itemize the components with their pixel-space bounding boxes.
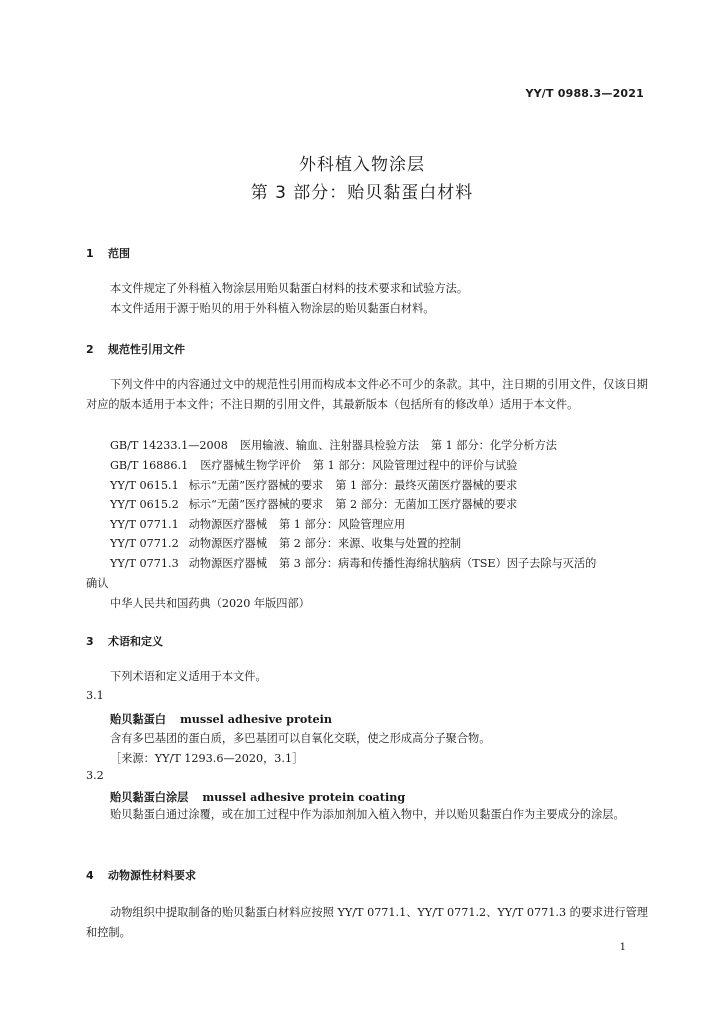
document-subtitle: 第 3 部分：贻贝黏蛋白材料 [250,183,474,203]
reference-part: 第 2 部分：无菌加工医疗器械的要求 [335,498,518,511]
section-1-heading [86,245,130,261]
section-2-heading [86,341,185,357]
section-number: 1 [86,247,94,260]
reference-code: YY/T 0615.2 [110,498,179,511]
reference-part: 第 2 部分：来源、收集与处置的控制 [279,537,462,550]
reference-title: 动物源医疗器械 [188,518,268,531]
term-english: mussel adhesive protein [179,712,333,726]
section-title: 术语和定义 [108,635,163,648]
paragraph: 下列术语和定义适用于本文件。 [110,670,267,683]
term-number: 3.2 [86,769,104,782]
reference-title: 标示“无菌”医疗器械的要求 [188,479,324,492]
term-chinese: 贻贝黏蛋白涂层 [110,790,189,804]
reference-item [110,535,461,551]
paragraph: 动物组织中提取制备的贻贝黏蛋白材料应按照 YY/T 0771.1、YY/T 0771.2、YY/T 0771.3 的要求进行管理和控制。 [86,906,648,939]
page-number: 1 [619,942,626,953]
section-number: 3 [86,635,94,648]
reference-title: 动物源医疗器械 [188,557,268,570]
term-definition: 含有多巴基团的蛋白质，多巴基团可以自氧化交联，使之形成高分子聚合物。 [110,732,491,745]
paragraph: 下列文件中的内容通过文中的规范性引用而构成本文件必不可少的条款。其中，注日期的引用文件，仅该日期对应的版本适用于本文件；不注日期的引用文件，其最新版本（包括所有的修改单）适用于本文件。 [86,378,648,411]
term-english: mussel adhesive protein coating [202,790,406,804]
reference-part: 第 1 部分：化学分析方法 [430,439,557,452]
term-entry [110,789,405,805]
reference-code: GB/T 14233.1—2008 [110,439,228,452]
reference-part: 第 1 部分：最终灭菌医疗器械的要求 [335,479,518,492]
section-title: 动物源性材料要求 [108,869,196,882]
standard-number: YY/T 0988.3—2021 [525,87,644,100]
section-3-heading [86,633,163,649]
paragraph: 本文件规定了外科植入物涂层用贻贝黏蛋白材料的技术要求和试验方法。 [110,282,469,295]
term-definition: 贻贝黏蛋白通过涂覆，或在加工过程中作为添加剂加入植入物中，并以贻贝黏蛋白作为主要成分的涂层。 [110,808,625,821]
reference-title: 标示“无菌”医疗器械的要求 [188,498,324,511]
reference-item [110,437,557,453]
reference-item [110,457,517,473]
reference-item [110,477,517,493]
document-title: 外科植入物涂层 [299,155,425,175]
reference-code: YY/T 0771.2 [110,537,179,550]
term-entry [110,711,332,727]
reference-title: 医疗器械生物学评价 [200,459,301,472]
reference-part: 第 1 部分：风险管理应用 [279,518,406,531]
section-number: 4 [86,869,94,882]
reference-code: YY/T 0771.3 [110,557,179,570]
section-title: 规范性引用文件 [108,343,185,356]
term-source: ［来源：YY/T 1293.6—2020，3.1］ [110,752,304,765]
reference-part: 第 3 部分：病毒和传播性海绵状脑病（TSE）因子去除与灭活的 [279,557,597,570]
reference-title: 动物源医疗器械 [188,537,268,550]
term-number: 3.1 [86,689,104,702]
reference-code: YY/T 0771.1 [110,518,179,531]
reference-part: 第 1 部分：风险管理过程中的评价与试验 [312,459,518,472]
reference-code: GB/T 16886.1 [110,459,189,472]
section-number: 2 [86,343,94,356]
reference-item [110,516,405,532]
section-title: 范围 [108,247,130,260]
reference-continuation: 确认 [86,577,109,590]
paragraph: 本文件适用于源于贻贝的用于外科植入物涂层的贻贝黏蛋白材料。 [110,302,435,315]
reference-item [110,555,596,571]
reference-code: YY/T 0615.1 [110,479,179,492]
reference-item [110,496,517,512]
term-chinese: 贻贝黏蛋白 [110,712,166,726]
section-4-heading [86,867,196,883]
reference-item: 中华人民共和国药典（2020 年版四部） [110,597,310,610]
reference-title: 医用输液、输血、注射器具检验方法 [239,439,419,452]
